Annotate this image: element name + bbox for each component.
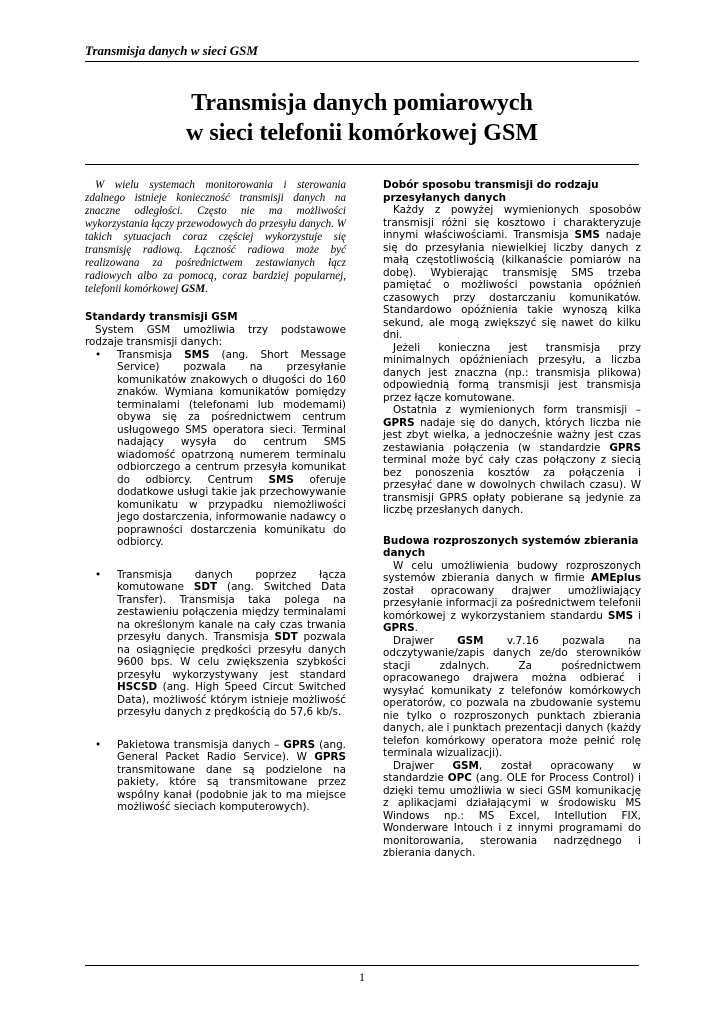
section-heading-architecture: Budowa rozproszonych systemów zbierania danych	[383, 534, 639, 559]
architecture-paragraph-1: W celu umożliwienia budowy rozproszonych systemów zbierania danych w firmie AMEplus został opracowany drajwer umożliwiający przesyłanie informacji za pośrednictwem telefonii komórkowej z wykorzystaniem standardu SMS i GPRS.	[383, 559, 641, 634]
list-item-sdt: • Transmisja danych poprzez łącza komutowane SDT (ang. Switched Data Transfer). Transmisja taka polega na zestawieniu połączenia między terminalami na określonym kanale na cały czas trwania przesyłu danych. Transmisja SDT pozwala na osiągnięcie prędkości przesyłu danych 9600 bps. W celu zwiększenia szybkości przesyłu wykorzystywany jest standard HSCSD (ang. High Speed Circut Switched Data), możliwość którym istnieje możliwość przesyłu danych z prędkością do 57,6 kb/s.	[95, 568, 346, 718]
standards-list	[85, 349, 346, 814]
header-rule	[85, 61, 639, 62]
section-heading-choice: Dobór sposobu transmisji do rodzaju przesyłanych danych	[383, 179, 599, 204]
left-column	[85, 179, 346, 814]
bullet-icon: •	[95, 568, 102, 581]
right-column	[383, 179, 641, 860]
title-line-2: w sieci telefonii komórkowej GSM	[186, 120, 538, 146]
title-rule	[85, 164, 639, 165]
title-line-1: Transmisja danych pomiarowych	[191, 90, 533, 116]
page-number: 1	[359, 970, 365, 984]
section-heading-standards: Standardy transmisji GSM	[85, 311, 238, 323]
bullet-icon: •	[95, 348, 102, 361]
choice-paragraph-3: Ostatnia z wymienionych form transmisji – GPRS nadaje się do danych, których liczba nie jest zbyt wielka, a jednocześnie ważny jest czas zestawiania połączenia (w standardzie GPRS terminal może być cały czas połączony z siecią bez ponoszenia kosztów za połączenia i przesyłać dane w dowolnych chwilach czasu). W transmisji GPRS opłaty pobierane są jedynie za liczbę przesłanych danych.	[383, 404, 641, 516]
architecture-paragraph-2: Drajwer GSM v.7.16 pozwala na odczytywanie/zapis danych ze/do sterowników stacji zdalnych. Za pośrednictwem opracowanego drajwera można odbierać i wysyłać komunikaty z telefonów komórkowych operatorów, co pozwala na zbudowanie systemu nie tylko o rozproszonych punktach zbierania danych, ale i punktach prezentacji danych (każdy telefon komórkowy operatora może pełnić rolę terminala wizualizacji).	[383, 634, 642, 759]
architecture-paragraph-3: Drajwer GSM, został opracowany w standardzie OPC (ang. OLE for Process Control) i dzięki temu umożliwia w sieci GSM komunikację z aplikacjami działającymi w środowisku MS Windows np.: MS Excel, Intellution FIX, Wonderware Intouch i z innymi programami do monitorowania, sterowania nadrzędnego i zbierania danych.	[383, 759, 642, 859]
list-item-gprs: • Pakietowa transmisja danych – GPRS (ang. General Packet Radio Service). W GPRS transmitowane dane są podzielone na pakiety, które są transmitowane przez wspólny kanał (podobnie jak to ma miejsce możliwość sieciach komputerowych).	[95, 738, 346, 813]
running-header: Transmisja danych w sieci GSM	[85, 43, 258, 58]
choice-paragraph-1: Każdy z powyżej wymienionych sposobów transmisji różni się kosztowo i charakteryzuje innymi właściwościami. Transmisja SMS nadaje się do przesyłania niewielkiej liczby danych z małą częstotliwością (kilkanaście pomiarów na dobę). Wybierając transmisję SMS trzeba pamiętać o możliwości powstania opóźnień czasowych przy dostarczaniu komunikatów. Standardowo opóźnienia takie wynoszą kilka sekund, ale mogą zwiększyć się nawet do kilku dni.	[383, 204, 641, 341]
list-item-sms: • Transmisja SMS (ang. Short Message Service) pozwala na przesyłanie komunikatów znakowych o długości do 160 znaków. Wymiana komunikatów pomiędzy terminalami (telefonami lub modemami) obywa się za pośrednictwem centrum usługowego SMS operatora sieci. Terminal nadający wysyła do centrum SMS wiadomość opatrzoną numerem terminalu odbiorczego a centrum przesyła komunikat do odbiorcy. Centrum SMS oferuje dodatkowe usługi takie jak przechowywanie komunikatu w przypadku niemożliwości jego dostarczenia, informowanie nadawcy o poprawności dostarczenia komunikatu do odbiorcy.	[95, 348, 346, 548]
bullet-icon: •	[95, 738, 102, 751]
paper-title	[85, 88, 639, 148]
abstract: W wielu systemach monitorowania i sterowania zdalnego istnieje konieczność transmisji danych na znaczne odległości. Często nie ma możliwości wykorzystania łączy przewodowych do przesyłu danych. W takich sytuacjach coraz częściej wykorzystuje się transmisję radiową. Łączność radiowa może być realizowana za pośrednictwem zestawianych łącz radiowych albo za pomocą, coraz bardziej popularnej, telefonii komórkowej GSM.	[85, 179, 346, 295]
choice-paragraph-2: Jeżeli konieczna jest transmisja przy minimalnych opóźnieniach przesyłu, a liczba danych jest znaczna (np.: transmisja plikowa) odpowiednią formą transmisji jest transmisja przez łącze komutowane.	[383, 341, 641, 404]
standards-intro: System GSM umożliwia trzy podstawowe rodzaje transmisji danych:	[85, 323, 346, 348]
footer-rule	[85, 965, 639, 966]
